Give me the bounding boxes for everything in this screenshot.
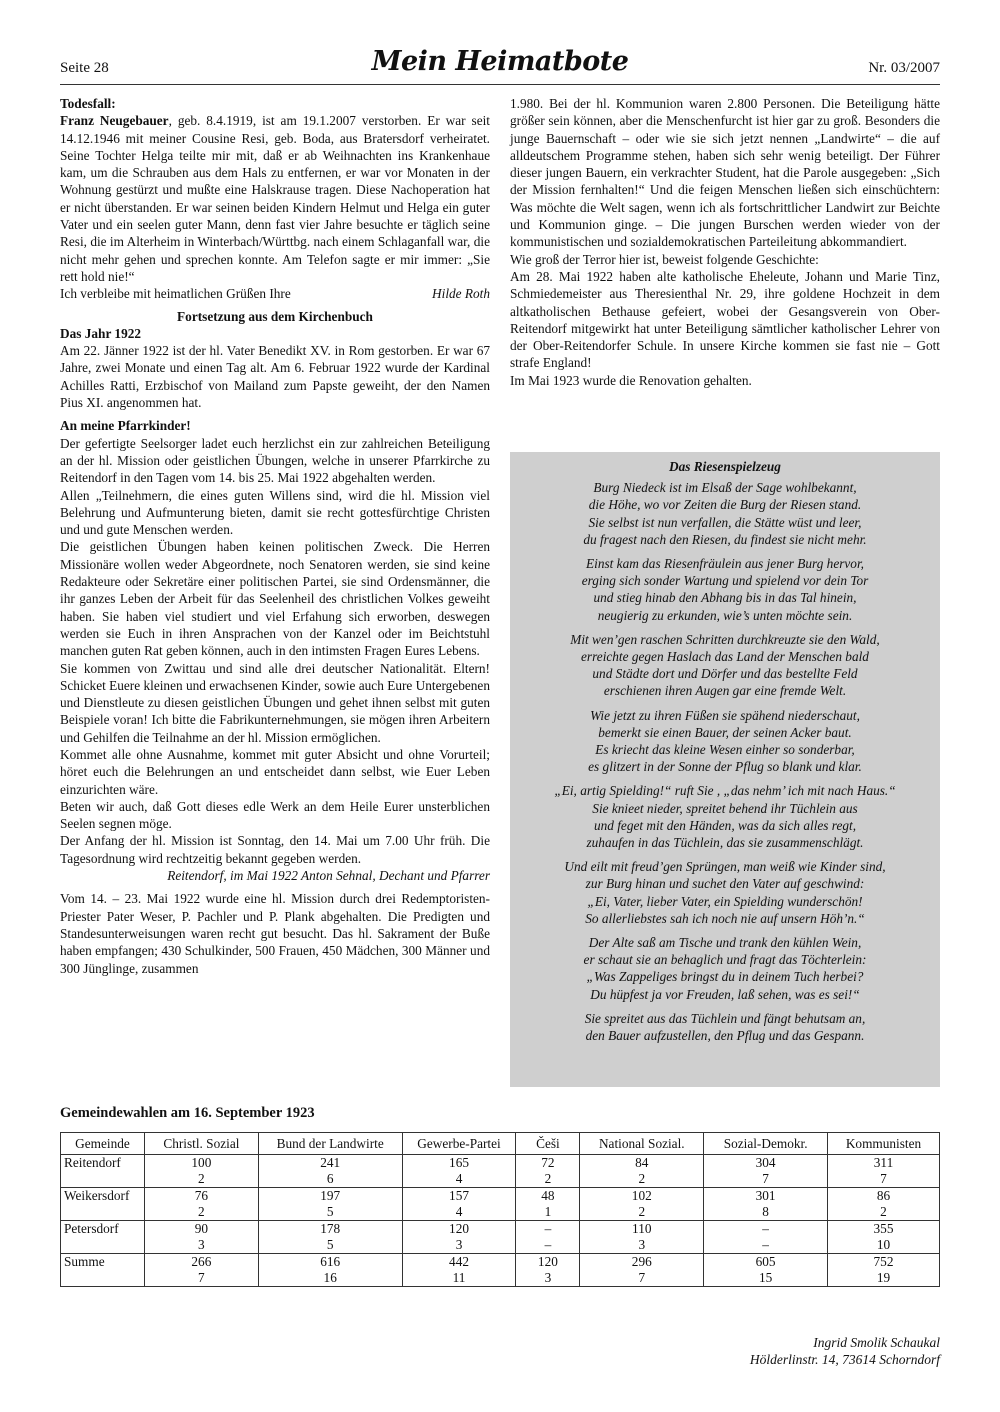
vote-cell bbox=[402, 1188, 516, 1221]
vote-count: 84 bbox=[635, 1155, 649, 1170]
vote-count: 605 bbox=[755, 1254, 776, 1269]
poem-line: und stieg hinab den Abhang bis in das Tal hinein, bbox=[593, 590, 857, 606]
vote-count: 102 bbox=[631, 1188, 652, 1203]
vote-count: 90 bbox=[194, 1221, 209, 1236]
poem-stanza bbox=[510, 479, 940, 548]
mission-report: Vom 14. – 23. Mai 1922 wurde eine hl. Mission durch drei Redemptoristen-Priester Pater Weser, P. Pachler und P. Plank abgehalten. Die Predigten und Standesunterweisungen waren recht gut besucht. Das hl. Sakrament der Buße haben empfangen; 430 Schulkinder, 500 Frauen, 450 Mädchen, 300 Männer und 300 Jünglinge, zusammen bbox=[60, 891, 490, 976]
poem-line: Sie selbst ist nun verfallen, die Stätte wüst und leer, bbox=[588, 514, 862, 530]
masthead-logo: Mein Heimatbote bbox=[371, 46, 629, 77]
municipality-cell: Reitendorf bbox=[61, 1155, 145, 1188]
seat-count: 4 bbox=[455, 1204, 463, 1219]
vote-cell bbox=[828, 1155, 940, 1188]
vote-count: – bbox=[544, 1221, 552, 1236]
poem-line: Du hüpfest ja vor Freuden, laß sehen, was es sei!“ bbox=[590, 986, 860, 1002]
election-table bbox=[60, 1132, 940, 1287]
letter-paragraph: Kommet alle ohne Ausnahme, kommet mit guter Absicht und ohne Vorurteil; höret euch die Belehrungen an und entscheidet dann selbst, wie Euer Leben einzurichten wäre. bbox=[60, 746, 490, 797]
poem-line: Burg Niedeck ist im Elsaß der Sage wohlbekannt, bbox=[593, 480, 857, 496]
seat-count: 3 bbox=[638, 1237, 646, 1252]
poem-stanza bbox=[510, 631, 940, 700]
poem-line: und Städte dort und Dörfer und das bestellte Feld bbox=[592, 666, 858, 682]
seat-count: 19 bbox=[876, 1270, 891, 1285]
seat-count: 5 bbox=[326, 1204, 334, 1219]
poem-stanza bbox=[510, 707, 940, 776]
seat-count: 2 bbox=[544, 1171, 552, 1186]
vote-cell bbox=[258, 1155, 402, 1188]
vote-count: 355 bbox=[873, 1221, 894, 1236]
vote-count: 120 bbox=[537, 1254, 558, 1269]
table-row bbox=[61, 1188, 940, 1221]
poem-line: Es kriecht das kleine Wesen einher so sonderbar, bbox=[595, 742, 855, 758]
vote-cell bbox=[144, 1254, 258, 1287]
poem-line: Mit wen’gen raschen Schritten durchkreuzte sie den Wald, bbox=[570, 631, 880, 647]
issue-number: Nr. 03/2007 bbox=[868, 60, 940, 76]
column-header: Gewerbe-Partei bbox=[402, 1133, 516, 1155]
vote-count: 100 bbox=[191, 1155, 212, 1170]
vote-count: 311 bbox=[873, 1155, 894, 1170]
table-body bbox=[61, 1155, 940, 1287]
table-header-row bbox=[61, 1133, 940, 1155]
letter-paragraph: Sie kommen von Zwittau und sind alle drei deutscher Nationalität. Eltern! Schicket Euere kleinen und erwachsenen Kinder, sowie auch Eure Untergebenen und Dienstleute zu diesen geistlichen Übungen und gehet ihnen selbst mit guten Beispiele voran! Ich bitte die Fabrikunternehmungen, sie mögen ihren Arbeitern und Gehilfen die Teilnahme an der hl. Mission ermöglichen. bbox=[60, 660, 490, 745]
vote-cell bbox=[828, 1188, 940, 1221]
vote-count: 266 bbox=[191, 1254, 212, 1269]
poem-stanza bbox=[510, 858, 940, 927]
vote-cell bbox=[704, 1188, 828, 1221]
poem-line: neugierig zu erkunden, wie’s unten möchte sein. bbox=[597, 607, 853, 623]
author-address: Hölderlinstr. 14, 73614 Schorndorf bbox=[749, 1352, 940, 1367]
vote-cell bbox=[516, 1221, 580, 1254]
poem-stanzas bbox=[510, 479, 940, 1044]
vote-count: 197 bbox=[320, 1188, 341, 1203]
death-notice-signature: Hilde Roth bbox=[432, 286, 490, 302]
poem-line: erschienen ihren Augen gar eine fremde Welt. bbox=[603, 683, 847, 699]
header-divider bbox=[60, 84, 940, 85]
poem-line: und feget mit den Händen, was da sich alles regt, bbox=[593, 817, 857, 833]
poem-stanza bbox=[510, 934, 940, 1003]
seat-count: – bbox=[544, 1237, 552, 1252]
column-header: Kommunisten bbox=[828, 1133, 940, 1155]
vote-cell bbox=[258, 1221, 402, 1254]
vote-cell bbox=[402, 1221, 516, 1254]
table-row bbox=[61, 1221, 940, 1254]
vote-cell bbox=[258, 1254, 402, 1287]
left-column bbox=[60, 95, 490, 977]
column-header: Bund der Landwirte bbox=[258, 1133, 402, 1155]
vote-count: 76 bbox=[194, 1188, 209, 1203]
vote-cell bbox=[516, 1188, 580, 1221]
vote-count: 301 bbox=[755, 1188, 776, 1203]
poem-line: Sie knieet nieder, spreitet behend ihr Tüchlein aus bbox=[592, 800, 858, 816]
poem-stanza bbox=[510, 555, 940, 624]
seat-count: 8 bbox=[762, 1204, 769, 1219]
vote-cell bbox=[516, 1155, 580, 1188]
poem-line: Der Alte saß am Tische und trank den kühlen Wein, bbox=[588, 935, 862, 951]
seat-count: 6 bbox=[326, 1171, 334, 1186]
poem-box bbox=[510, 452, 940, 1087]
vote-count: 752 bbox=[873, 1254, 894, 1269]
page-header bbox=[60, 46, 940, 86]
vote-cell bbox=[144, 1221, 258, 1254]
poem-stanza bbox=[510, 782, 940, 851]
letter-paragraph: Der gefertigte Seelsorger ladet euch herzlichst ein zur zahlreichen Beteiligung an der hl. Mission oder geistlichen Übungen, welche in unserer Pfarrkirche zu Reitendorf in den Tagen vom 14. bis 25. Mai 1922 abgehalten werden. bbox=[60, 435, 490, 486]
vote-count: 165 bbox=[449, 1155, 469, 1170]
vote-count: 48 bbox=[541, 1188, 555, 1203]
municipality-cell: Summe bbox=[61, 1254, 145, 1287]
seat-count: 4 bbox=[455, 1171, 463, 1186]
seat-count: 2 bbox=[638, 1171, 646, 1186]
page-number: Seite 28 bbox=[60, 60, 109, 76]
seat-count: 5 bbox=[326, 1237, 334, 1252]
seat-count: 1 bbox=[544, 1204, 552, 1219]
vote-count: 241 bbox=[320, 1155, 341, 1170]
seat-count: 2 bbox=[638, 1204, 646, 1219]
letter-paragraph: Die geistlichen Übungen haben keinen politischen Zweck. Die Herren Missionäre wollen weder Abgeordnete, noch Senatoren werden, sie sind keine Redakteure oder Sekretäre einer politischen Partei, sie sind Ordensmänner, die ihr ganzes Leben der Arbeit für das Seelenheil des christlichen Volkes geweiht haben. Sie haben viel studiert und viel Erfahung sich erworben, deswegen werden sie Euch in ihren Ansprachen von der Kanzel oder im Beichtstuhl manchen guten Rat geben können, auch in den intimsten Fragen Eures Lebens. bbox=[60, 539, 490, 659]
election-table-title: Gemeindewahlen am 16. September 1923 bbox=[60, 1105, 315, 1121]
seat-count: 10 bbox=[876, 1237, 891, 1252]
seat-count: 15 bbox=[758, 1270, 773, 1285]
seat-count: 7 bbox=[638, 1270, 646, 1285]
poem-line: bemerkt sie einen Bauer, der seinen Acker baut. bbox=[598, 724, 852, 740]
vote-cell bbox=[402, 1254, 516, 1287]
vote-cell bbox=[144, 1155, 258, 1188]
seat-count: 7 bbox=[198, 1270, 205, 1285]
death-notice-heading: Todesfall: bbox=[60, 96, 116, 111]
poem-stanza bbox=[510, 1010, 940, 1044]
poem-line: Und eilt mit freud’gen Sprüngen, man weiß wie Kinder sind, bbox=[564, 859, 886, 875]
vote-count: 442 bbox=[449, 1254, 469, 1269]
vote-count: 616 bbox=[320, 1254, 341, 1269]
right-paragraph: Am 28. Mai 1922 haben alte katholische Eheleute, Johann und Marie Tinz, Schmiedemeister aus Theresienthal Nr. 29, ihre goldene Hochzeit in dem altkatholischen Bethause gefeiert, wobei der Gesangsverein von Ober-Reitendorf mitgewirkt hat unter Beteiligung sämtlicher katholischer Lehrer von der Ober-Reitendorfer Schule. In unsere Kirche kommen sie fast nie – Gott strafe England! bbox=[510, 268, 940, 371]
vote-cell bbox=[828, 1254, 940, 1287]
vote-count: 120 bbox=[449, 1221, 469, 1236]
seat-count: 16 bbox=[323, 1270, 337, 1285]
letter-paragraph: Beten wir auch, daß Gott dieses edle Werk an dem Heile Eurer unsterblichen Seelen segnen möge. bbox=[60, 798, 490, 832]
column-header: Christl. Sozial bbox=[144, 1133, 258, 1155]
poem-line: „Was Zappeliges bringst du in deinem Tuch herbei? bbox=[586, 969, 864, 985]
vote-cell bbox=[704, 1221, 828, 1254]
seat-count: 3 bbox=[455, 1237, 463, 1252]
vote-cell bbox=[258, 1188, 402, 1221]
year-heading: Das Jahr 1922 bbox=[60, 325, 142, 341]
right-paragraph: Im Mai 1923 wurde die Renovation gehalten. bbox=[510, 372, 752, 388]
poem-line: er schaut sie an behaglich und fragt das Töchterlein: bbox=[583, 952, 867, 968]
death-notice-closing: Ich verbleibe mit heimatlichen Grüßen Ihre Hilde Roth bbox=[60, 286, 490, 302]
municipality-cell: Petersdorf bbox=[61, 1221, 145, 1254]
seat-count: 11 bbox=[452, 1270, 466, 1285]
right-paragraph: 1.980. Bei der hl. Kommunion waren 2.800 Personen. Die Beteiligung hätte größer sein können, aber die Menschenfurcht ist hier gar zu groß. Besonders die junge Bauernschaft – oder wie sie sich jetzt nennen „Landwirte“ – die auf alldeutschem Programme stehen, haben sich sehr wenig beteiligt. Der Führer dieser jungen Bauern, ein verkrachter Student, hat die Parole ausgegeben: „Sich der Mission fernhalten!“ Und die feigen Menschen ließen sich einschüchtern: Was möchte die Welt sagen, wenn ich als fortschrittlicher Landwirt zur Beichte und Kommunion ginge. – Die jungen Burschen werden wieder von der kommunistischen und sozialdemokratischen Parteileitung abkommandiert. bbox=[510, 96, 940, 250]
poem-line: erging sich sonder Wartung und spielend vor dein Tor bbox=[581, 573, 869, 589]
vote-cell bbox=[144, 1188, 258, 1221]
poem-line: zur Burg hinan und suchet den Vater auf geschwind: bbox=[585, 876, 865, 892]
vote-count: – bbox=[762, 1221, 769, 1236]
letter-heading: An meine Pfarrkinder! bbox=[60, 418, 191, 434]
poem-line: die Höhe, wo vor Zeiten die Burg der Riesen stand. bbox=[588, 497, 862, 513]
vote-count: 72 bbox=[541, 1155, 555, 1170]
vote-cell bbox=[402, 1155, 516, 1188]
vote-cell bbox=[828, 1221, 940, 1254]
vote-count: 110 bbox=[632, 1221, 652, 1236]
table-row bbox=[61, 1155, 940, 1188]
column-header: Gemeinde bbox=[61, 1133, 145, 1155]
vote-count: 157 bbox=[449, 1188, 469, 1203]
vote-cell bbox=[580, 1188, 704, 1221]
seat-count: 7 bbox=[880, 1171, 887, 1186]
poem-line: du fragest nach den Riesen, du findest sie nicht mehr. bbox=[583, 531, 867, 547]
poem-line: „Ei, Vater, lieber Vater, ein Spielding wunderschön! bbox=[587, 893, 863, 909]
year-text: Am 22. Jänner 1922 ist der hl. Vater Benedikt XV. in Rom gestorben. Er war 67 Jahre, zwei Monate und einen Tag alt. Am 6. Februar 1922 wurde der Kardinal Achilles Ratti, Erzbischof von Mailand zum Papste geweiht, der den Namen Pius XI. angenommen hat. bbox=[60, 343, 490, 411]
seat-count: 7 bbox=[762, 1171, 769, 1186]
seat-count: 3 bbox=[544, 1270, 552, 1285]
author-credit bbox=[750, 1334, 940, 1368]
poem-title: Das Riesenspielzeug bbox=[669, 459, 781, 474]
vote-cell bbox=[580, 1155, 704, 1188]
seat-count: 2 bbox=[198, 1171, 205, 1186]
vote-cell bbox=[516, 1254, 580, 1287]
vote-cell bbox=[704, 1254, 828, 1287]
municipality-cell: Weikersdorf bbox=[61, 1188, 145, 1221]
column-header: National Sozial. bbox=[580, 1133, 704, 1155]
poem-line: Wie jetzt zu ihren Füßen sie spähend niederschaut, bbox=[590, 707, 860, 723]
seat-count: 2 bbox=[880, 1204, 887, 1219]
letter-paragraph: Der Anfang der hl. Mission ist Sonntag, den 14. Mai um 7.00 Uhr früh. Die Tagesordnung wird rechtzeitig bekannt gegeben werden. bbox=[60, 833, 490, 866]
vote-count: 304 bbox=[755, 1155, 776, 1170]
poem-line: So allerliebstes sah ich noch nie auf unsern Höh’n.“ bbox=[585, 910, 865, 926]
vote-count: 178 bbox=[320, 1221, 341, 1236]
poem-line: zuhaufen in das Tüchlein, das sie zusammenschlägt. bbox=[586, 835, 864, 851]
column-header: Češi bbox=[516, 1133, 580, 1155]
vote-cell bbox=[580, 1254, 704, 1287]
poem-line: Einst kam das Riesenfräulein aus jener Burg hervor, bbox=[586, 556, 864, 572]
right-paragraph: Wie groß der Terror hier ist, beweist folgende Geschichte: bbox=[510, 251, 819, 267]
poem-line: erreichte gegen Haslach das Land der Menschen bald bbox=[581, 649, 869, 665]
column-header: Sozial-Demokr. bbox=[704, 1133, 828, 1155]
letter-signature: Reitendorf, im Mai 1922 Anton Sehnal, Dechant und Pfarrer bbox=[167, 868, 490, 884]
vote-count: 86 bbox=[876, 1188, 891, 1203]
poem-line: es glitzert in der Sonne der Pflug so blank und klar. bbox=[588, 759, 862, 775]
poem-line: Sie spreitet aus das Tüchlein und fängt behutsam an, bbox=[584, 1010, 866, 1026]
vote-cell bbox=[580, 1221, 704, 1254]
section-heading: Fortsetzung aus dem Kirchenbuch bbox=[177, 308, 373, 324]
seat-count: 2 bbox=[198, 1204, 205, 1219]
poem-line: „Ei, artig Spielding!“ ruft Sie , „das nehm’ ich mit nach Haus.“ bbox=[554, 783, 896, 799]
death-notice-text: Franz Neugebauer, geb. 8.4.1919, ist am 19.1.2007 verstorben. Er war seit 14.12.1946 mit meiner Cousine Resi, geb. Boda, aus Bratersdorf verheiratet. Seine Tochter Helga teilte mir mit, daß er ab Weihnachten ins Krankenhaue kam, um die Schrauben aus dem Hals zu entfernen, er war vor Monaten in der Wohnung gestürzt und mußte eine Halskrause tragen. Diese Nachoperation hat er nicht überstanden. Er war seinen beiden Kindern Helmut und Helga ein guter Vater und ein seelen guter Mann, denn fast vier Jahre besuchte er täglich seine Resi, die im Alterheim in Winterbach/Württbg. nach einem Schlaganfall war, die nicht mehr gehen und sprechen konnte. Am Telefon sagte er mir immer: „Sie rett hold nie!“ bbox=[60, 113, 490, 284]
seat-count: – bbox=[762, 1237, 769, 1252]
author-name: Ingrid Smolik Schaukal bbox=[813, 1335, 940, 1350]
vote-cell bbox=[704, 1155, 828, 1188]
deceased-name: Franz Neugebauer bbox=[60, 113, 169, 129]
poem-line: den Bauer aufzustellen, den Pflug und das Gespann. bbox=[585, 1028, 865, 1044]
vote-count: 296 bbox=[631, 1254, 652, 1269]
seat-count: 3 bbox=[198, 1237, 205, 1252]
right-column bbox=[510, 95, 940, 389]
letter-paragraph: Allen „Teilnehmern, die eines guten Willens sind, wird die hl. Mission viel Belehrung und Aufmunterung bieten, damit sie recht gottesfürchtige Christen und und gute Menschen werden. bbox=[60, 487, 490, 538]
table-row bbox=[61, 1254, 940, 1287]
